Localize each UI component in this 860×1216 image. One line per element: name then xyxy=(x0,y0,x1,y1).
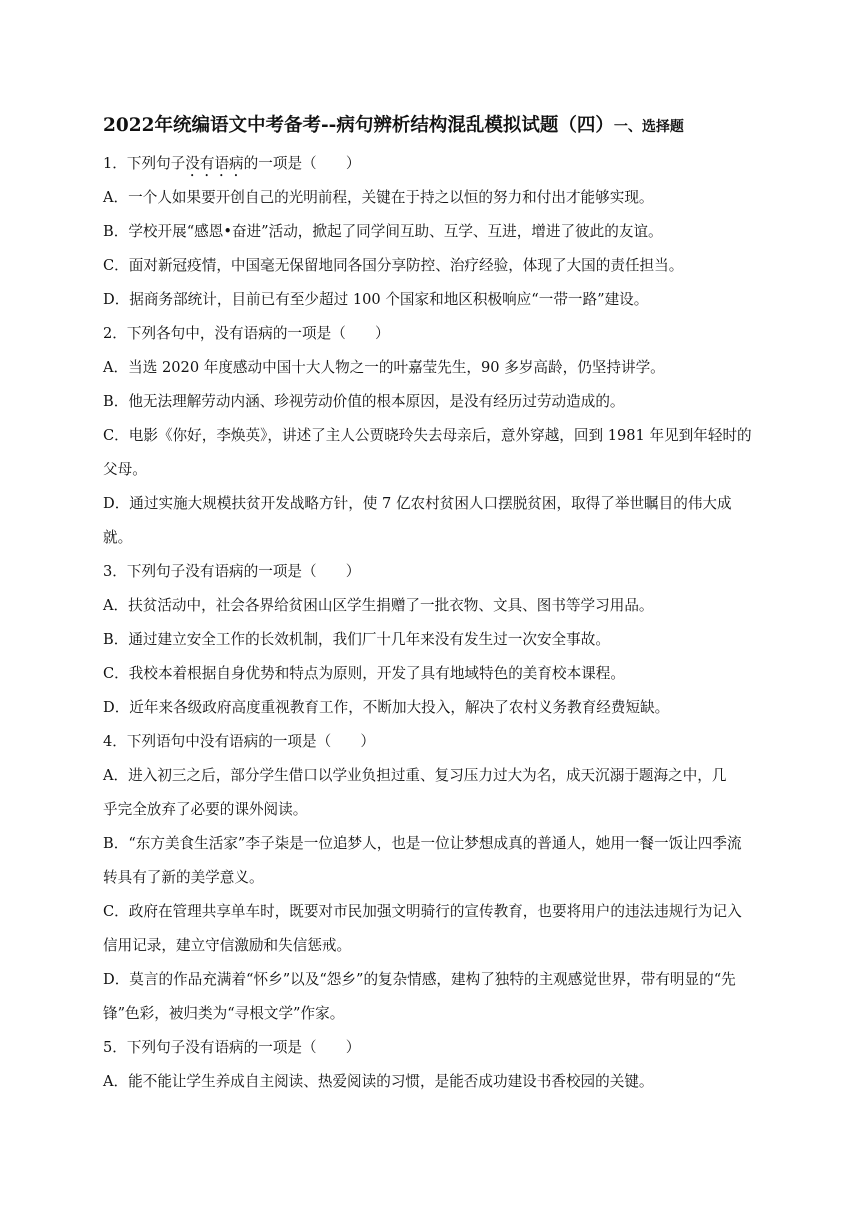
title-line xyxy=(103,112,763,141)
option-line-continued: 就。 xyxy=(103,529,133,546)
option-line-continued: 乎完全放弃了必要的课外阅读。 xyxy=(103,801,308,818)
option-line: A．进入初三之后，部分学生借口以学业负担过重、复习压力过大为名，成天沉溺于题海之中，几 xyxy=(103,767,727,784)
section-label: 一、选择题 xyxy=(613,119,684,135)
option-c[interactable]: C．面对新冠疫情，中国毫无保留地同各国分享防控、治疗经验，体现了大国的责任担当。 xyxy=(103,257,684,274)
question-2 xyxy=(103,317,763,555)
option-a[interactable] xyxy=(103,759,763,827)
question-1 xyxy=(103,147,763,317)
option-a[interactable]: A．一个人如果要开创自己的光明前程，关键在于持之以恒的努力和付出才能够实现。 xyxy=(103,189,654,206)
option-b[interactable]: B．学校开展“感恩•奋进”活动，掀起了同学间互助、互学、互进，增进了彼此的友谊。 xyxy=(103,223,663,240)
option-line: D．通过实施大规模扶贫开发战略方针，使 7 亿农村贫困人口摆脱贫困，取得了举世瞩目的伟大成 xyxy=(103,495,732,512)
question-stem: 1．下列句子没有语病的一项是（ ） xyxy=(103,155,361,172)
option-line-continued: 父母。 xyxy=(103,461,147,478)
option-b[interactable] xyxy=(103,827,763,895)
question-stem: 3．下列句子没有语病的一项是（ ） xyxy=(103,563,361,580)
option-line: D．莫言的作品充满着“怀乡”以及“怨乡”的复杂情感，建构了独特的主观感觉世界，带有明显的“先 xyxy=(103,971,736,988)
option-b[interactable]: B．他无法理解劳动内涵、珍视劳动价值的根本原因，是没有经历过劳动造成的。 xyxy=(103,393,625,410)
question-5 xyxy=(103,1031,763,1099)
option-d[interactable]: D．据商务部统计，目前已有至少超过 100 个国家和地区积极响应“一带一路”建设。 xyxy=(103,291,649,308)
option-line: C．电影《你好，李焕英》，讲述了主人公贾晓玲失去母亲后，意外穿越，回到 1981 年见到年轻时的 xyxy=(103,427,752,444)
option-d[interactable]: D．近年来各级政府高度重视教育工作，不断加大投入，解决了农村义务教育经费短缺。 xyxy=(103,699,670,716)
question-4 xyxy=(103,725,763,1031)
document-page xyxy=(103,112,763,1099)
emphasis-dotted: 没有语病 xyxy=(185,155,244,172)
option-line-continued: 转具有了新的美学意义。 xyxy=(103,869,264,886)
option-c[interactable]: C．我校本着根据自身优势和特点为原则，开发了具有地域特色的美育校本课程。 xyxy=(103,665,625,682)
option-a[interactable]: A．能不能让学生养成自主阅读、热爱阅读的习惯，是能否成功建设书香校园的关键。 xyxy=(103,1073,654,1090)
question-stem: 5．下列句子没有语病的一项是（ ） xyxy=(103,1039,361,1056)
option-a[interactable]: A．当选 2020 年度感动中国十大人物之一的叶嘉莹先生，90 多岁高龄，仍坚持讲学。 xyxy=(103,359,665,376)
option-a[interactable]: A．扶贫活动中，社会各界给贫困山区学生捐赠了一批衣物、文具、图书等学习用品。 xyxy=(103,597,654,614)
option-line-continued: 锋”色彩，被归类为“寻根文学”作家。 xyxy=(103,1005,345,1022)
question-3 xyxy=(103,555,763,725)
document-title: 2022年统编语文中考备考--病句辨析结构混乱模拟试题（四） xyxy=(103,115,614,136)
option-line: B．“东方美食生活家”李子柒是一位追梦人，也是一位让梦想成真的普通人，她用一餐一饭让四季流 xyxy=(103,835,742,852)
question-stem: 2．下列各句中，没有语病的一项是（ ） xyxy=(103,325,390,342)
option-b[interactable]: B．通过建立安全工作的长效机制，我们厂十几年来没有发生过一次安全事故。 xyxy=(103,631,610,648)
option-c[interactable] xyxy=(103,419,763,487)
question-stem: 4．下列语句中没有语病的一项是（ ） xyxy=(103,733,375,750)
option-d[interactable] xyxy=(103,963,763,1031)
option-d[interactable] xyxy=(103,487,763,555)
option-line: C．政府在管理共享单车时，既要对市民加强文明骑行的宣传教育，也要将用户的违法违规行为记入 xyxy=(103,903,742,920)
option-line-continued: 信用记录，建立守信激励和失信惩戒。 xyxy=(103,937,352,954)
option-c[interactable] xyxy=(103,895,763,963)
